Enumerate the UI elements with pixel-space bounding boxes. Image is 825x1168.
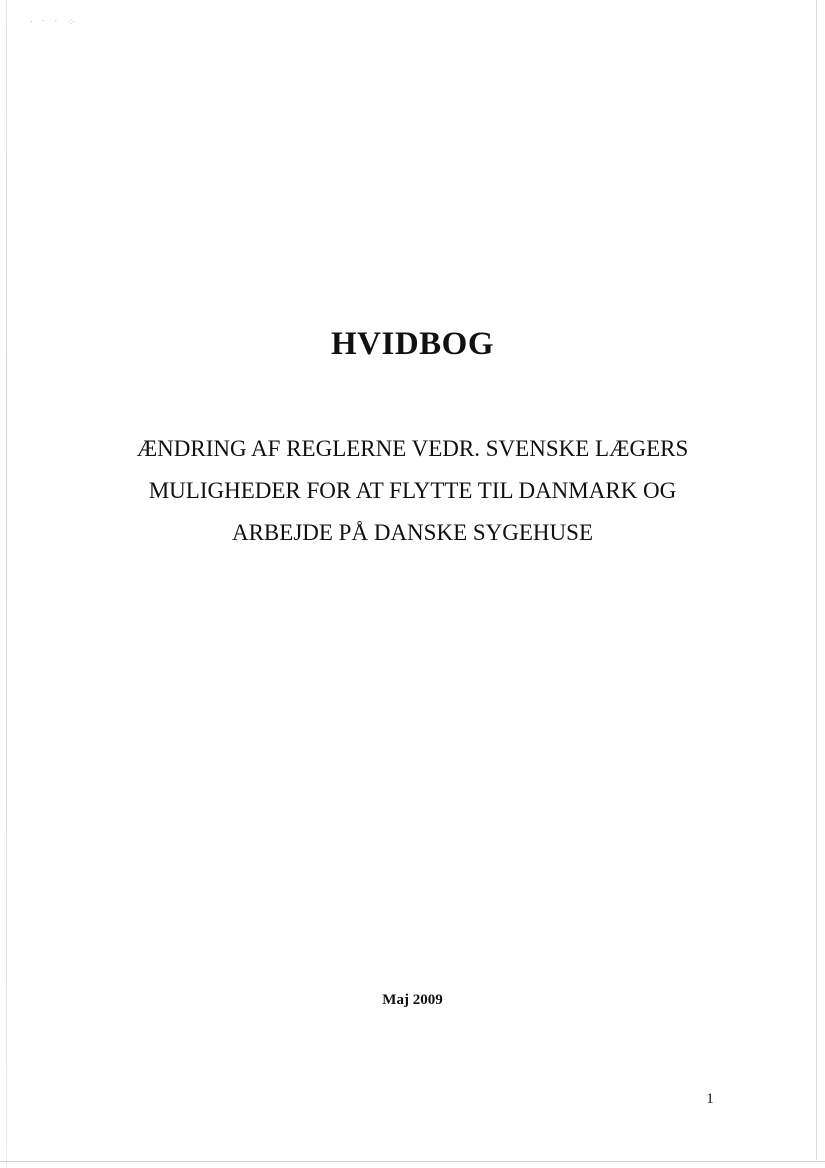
scan-artifact-icon: ⸱ ˑ ˑ ⁘ bbox=[30, 17, 79, 28]
scan-edge-right bbox=[816, 0, 817, 1160]
subtitle-line-2: MULIGHEDER FOR AT FLYTTE TIL DANMARK OG bbox=[148, 478, 677, 503]
subtitle-line-3: ARBEJDE PÅ DANSKE SYGEHUSE bbox=[231, 520, 593, 545]
page-number: 1 bbox=[706, 1091, 714, 1107]
document-title: HVIDBOG bbox=[330, 326, 495, 362]
subtitle-line-1: ÆNDRING AF REGLERNE VEDR. SVENSKE LÆGERS bbox=[136, 436, 689, 461]
document-subtitle bbox=[0, 428, 825, 554]
scan-edge-bottom bbox=[0, 1161, 825, 1162]
document-date: Maj 2009 bbox=[382, 992, 443, 1008]
